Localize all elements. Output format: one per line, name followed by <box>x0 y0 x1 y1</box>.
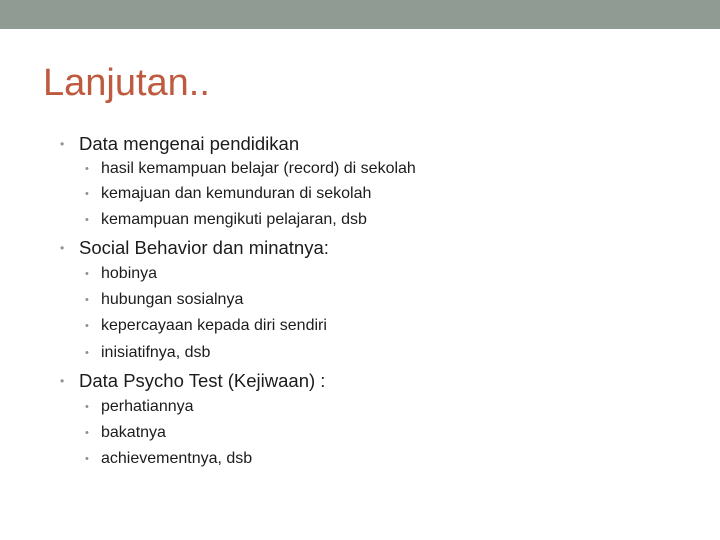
sub-bullet-icon: • <box>85 427 89 439</box>
list-item: hubungan sosialnya <box>101 291 244 308</box>
list-item: hasil kemampuan belajar (record) di sekolah <box>101 160 416 177</box>
list-item: kemajuan dan kemunduran di sekolah <box>101 185 372 202</box>
list-item: achievementnya, dsb <box>101 450 253 467</box>
sub-bullet-icon: • <box>85 188 89 200</box>
list-item: perhatiannya <box>101 398 194 415</box>
list-item: kepercayaan kepada diri sendiri <box>101 317 327 334</box>
sub-bullet-icon: • <box>85 163 89 175</box>
list-item: inisiatifnya, dsb <box>101 344 211 361</box>
section-heading: Data Psycho Test (Kejiwaan) : <box>79 370 326 391</box>
section-heading: Social Behavior dan minatnya: <box>79 237 329 258</box>
bullet-icon: • <box>60 374 65 388</box>
sub-bullet-icon: • <box>85 214 89 226</box>
slide-title: Lanjutan.. <box>43 62 210 104</box>
sub-bullet-icon: • <box>85 268 89 280</box>
list-item: bakatnya <box>101 424 166 441</box>
list-item: hobinya <box>101 265 158 282</box>
list-item: kemampuan mengikuti pelajaran, dsb <box>101 211 367 228</box>
sub-bullet-icon: • <box>85 294 89 306</box>
sub-bullet-icon: • <box>85 453 89 465</box>
bullet-icon: • <box>60 137 65 151</box>
section-heading: Data mengenai pendidikan <box>79 133 300 154</box>
bullet-icon: • <box>60 241 65 255</box>
sub-bullet-icon: • <box>85 347 89 359</box>
sub-bullet-icon: • <box>85 320 89 332</box>
sub-bullet-icon: • <box>85 401 89 413</box>
